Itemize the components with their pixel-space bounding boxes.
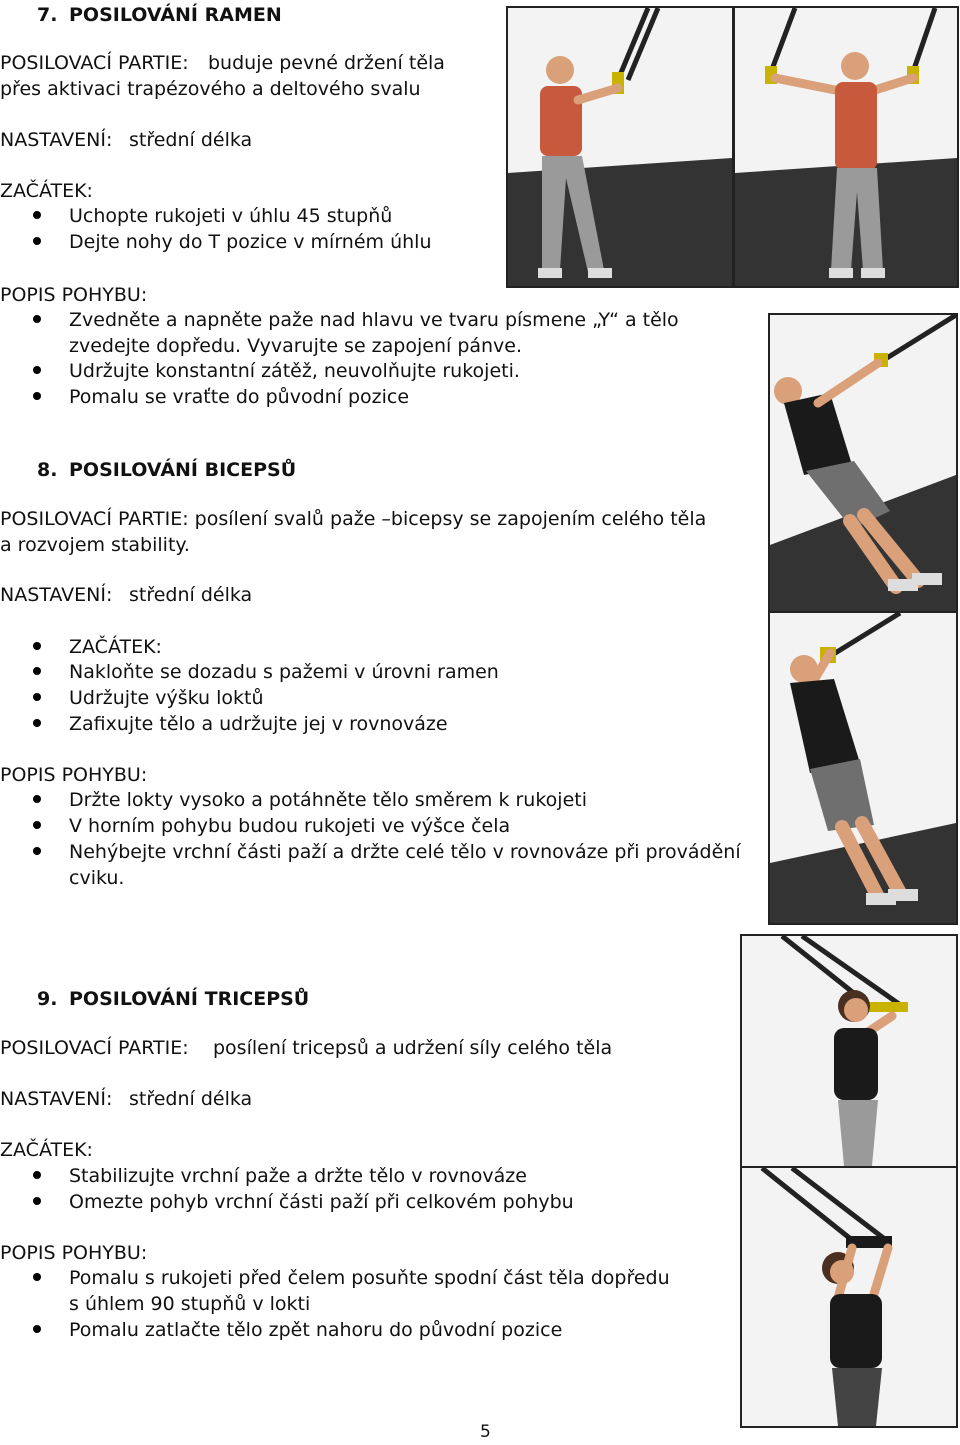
bullet-icon <box>33 719 41 727</box>
list-item: Udržujte výšku loktů <box>69 687 264 709</box>
page-number: 5 <box>480 1422 491 1442</box>
s8-zacatek-label: ZAČÁTEK: <box>69 636 162 658</box>
s9-partie-label: POSILOVACÍ PARTIE: <box>0 1037 189 1059</box>
bullet-icon <box>33 795 41 803</box>
section-8-number: 8. <box>37 459 58 481</box>
bullet-icon <box>33 237 41 245</box>
list-item: Stabilizujte vrchní paže a držte tělo v rovnováze <box>69 1165 527 1187</box>
bullet-icon <box>33 1273 41 1281</box>
s7-partie-text: buduje pevné držení těla <box>208 52 445 74</box>
list-item: Pomalu s rukojeti před čelem posuňte spodní část těla dopředu <box>69 1267 670 1289</box>
s9-nastaveni-value: střední délka <box>129 1088 253 1110</box>
list-item-continuation: zvedejte dopředu. Vyvarujte se zapojení pánve. <box>69 335 523 357</box>
s8-partie-text: POSILOVACÍ PARTIE: posílení svalů paže –bicepsy se zapojením celého těla <box>0 508 707 530</box>
bullet-icon <box>33 211 41 219</box>
bullet-icon <box>33 667 41 675</box>
list-item: Pomalu zatlačte tělo zpět nahoru do původní pozice <box>69 1319 563 1341</box>
s8-popis-label: POPIS POHYBU: <box>0 764 148 786</box>
s8-partie-text-2: a rozvojem stability. <box>0 534 190 556</box>
photo-shoulder-start <box>506 6 734 288</box>
s7-nastaveni-value: střední délka <box>129 129 253 151</box>
s8-nastaveni-label: NASTAVENÍ: <box>0 584 113 606</box>
section-9-number: 9. <box>37 988 58 1010</box>
photo-triceps-end <box>740 1166 958 1428</box>
s9-partie-value: posílení tricepsů a udržení síly celého těla <box>213 1037 613 1059</box>
bullet-icon <box>33 847 41 855</box>
s9-popis-label: POPIS POHYBU: <box>0 1242 148 1264</box>
bullet-icon <box>33 315 41 323</box>
s7-partie-text-2: přes aktivaci trapézového a deltového svalu <box>0 78 421 100</box>
list-item: Uchopte rukojeti v úhlu 45 stupňů <box>69 205 393 227</box>
photo-shoulder-end <box>733 6 959 288</box>
list-item-continuation: s úhlem 90 stupňů v lokti <box>69 1293 311 1315</box>
list-item: Dejte nohy do T pozice v mírném úhlu <box>69 231 432 253</box>
list-item: Nakloňte se dozadu s pažemi v úrovni ramen <box>69 661 499 683</box>
list-item: Zvedněte a napněte paže nad hlavu ve tvaru písmene „Y“ a tělo <box>69 309 679 331</box>
bullet-icon <box>33 821 41 829</box>
s7-zacatek-label: ZAČÁTEK: <box>0 180 93 202</box>
list-item: Držte lokty vysoko a potáhněte tělo směrem k rukojeti <box>69 789 588 811</box>
bullet-icon <box>33 693 41 701</box>
s7-popis-label: POPIS POHYBU: <box>0 284 148 306</box>
photo-biceps-end <box>768 611 958 925</box>
section-8-title: POSILOVÁNÍ BICEPSŮ <box>69 459 297 481</box>
bullet-icon <box>33 1325 41 1333</box>
s7-partie-label: POSILOVACÍ PARTIE: <box>0 52 189 74</box>
list-item: V horním pohybu budou rukojeti ve výšce čela <box>69 815 511 837</box>
bullet-icon <box>33 1171 41 1179</box>
section-7-title: POSILOVÁNÍ RAMEN <box>69 4 282 26</box>
section-9-title: POSILOVÁNÍ TRICEPSŮ <box>69 988 310 1010</box>
bullet-icon <box>33 642 41 650</box>
list-item: Nehýbejte vrchní části paží a držte celé tělo v rovnováze při provádění <box>69 841 741 863</box>
list-item: Omezte pohyb vrchní části paží při celkovém pohybu <box>69 1191 574 1213</box>
list-item: Pomalu se vraťte do původní pozice <box>69 386 410 408</box>
list-item-continuation: cviku. <box>69 867 125 889</box>
bullet-icon <box>33 392 41 400</box>
list-item: Udržujte konstantní zátěž, neuvolňujte rukojeti. <box>69 360 520 382</box>
s9-zacatek-label: ZAČÁTEK: <box>0 1139 93 1161</box>
list-item: Zafixujte tělo a udržujte jej v rovnováze <box>69 713 448 735</box>
s9-nastaveni-label: NASTAVENÍ: <box>0 1088 113 1110</box>
photo-biceps-start <box>768 313 958 613</box>
s8-nastaveni-value: střední délka <box>129 584 253 606</box>
bullet-icon <box>33 1197 41 1205</box>
s7-nastaveni-label: NASTAVENÍ: <box>0 129 113 151</box>
section-7-number: 7. <box>37 4 58 26</box>
photo-triceps-start <box>740 934 958 1168</box>
bullet-icon <box>33 366 41 374</box>
